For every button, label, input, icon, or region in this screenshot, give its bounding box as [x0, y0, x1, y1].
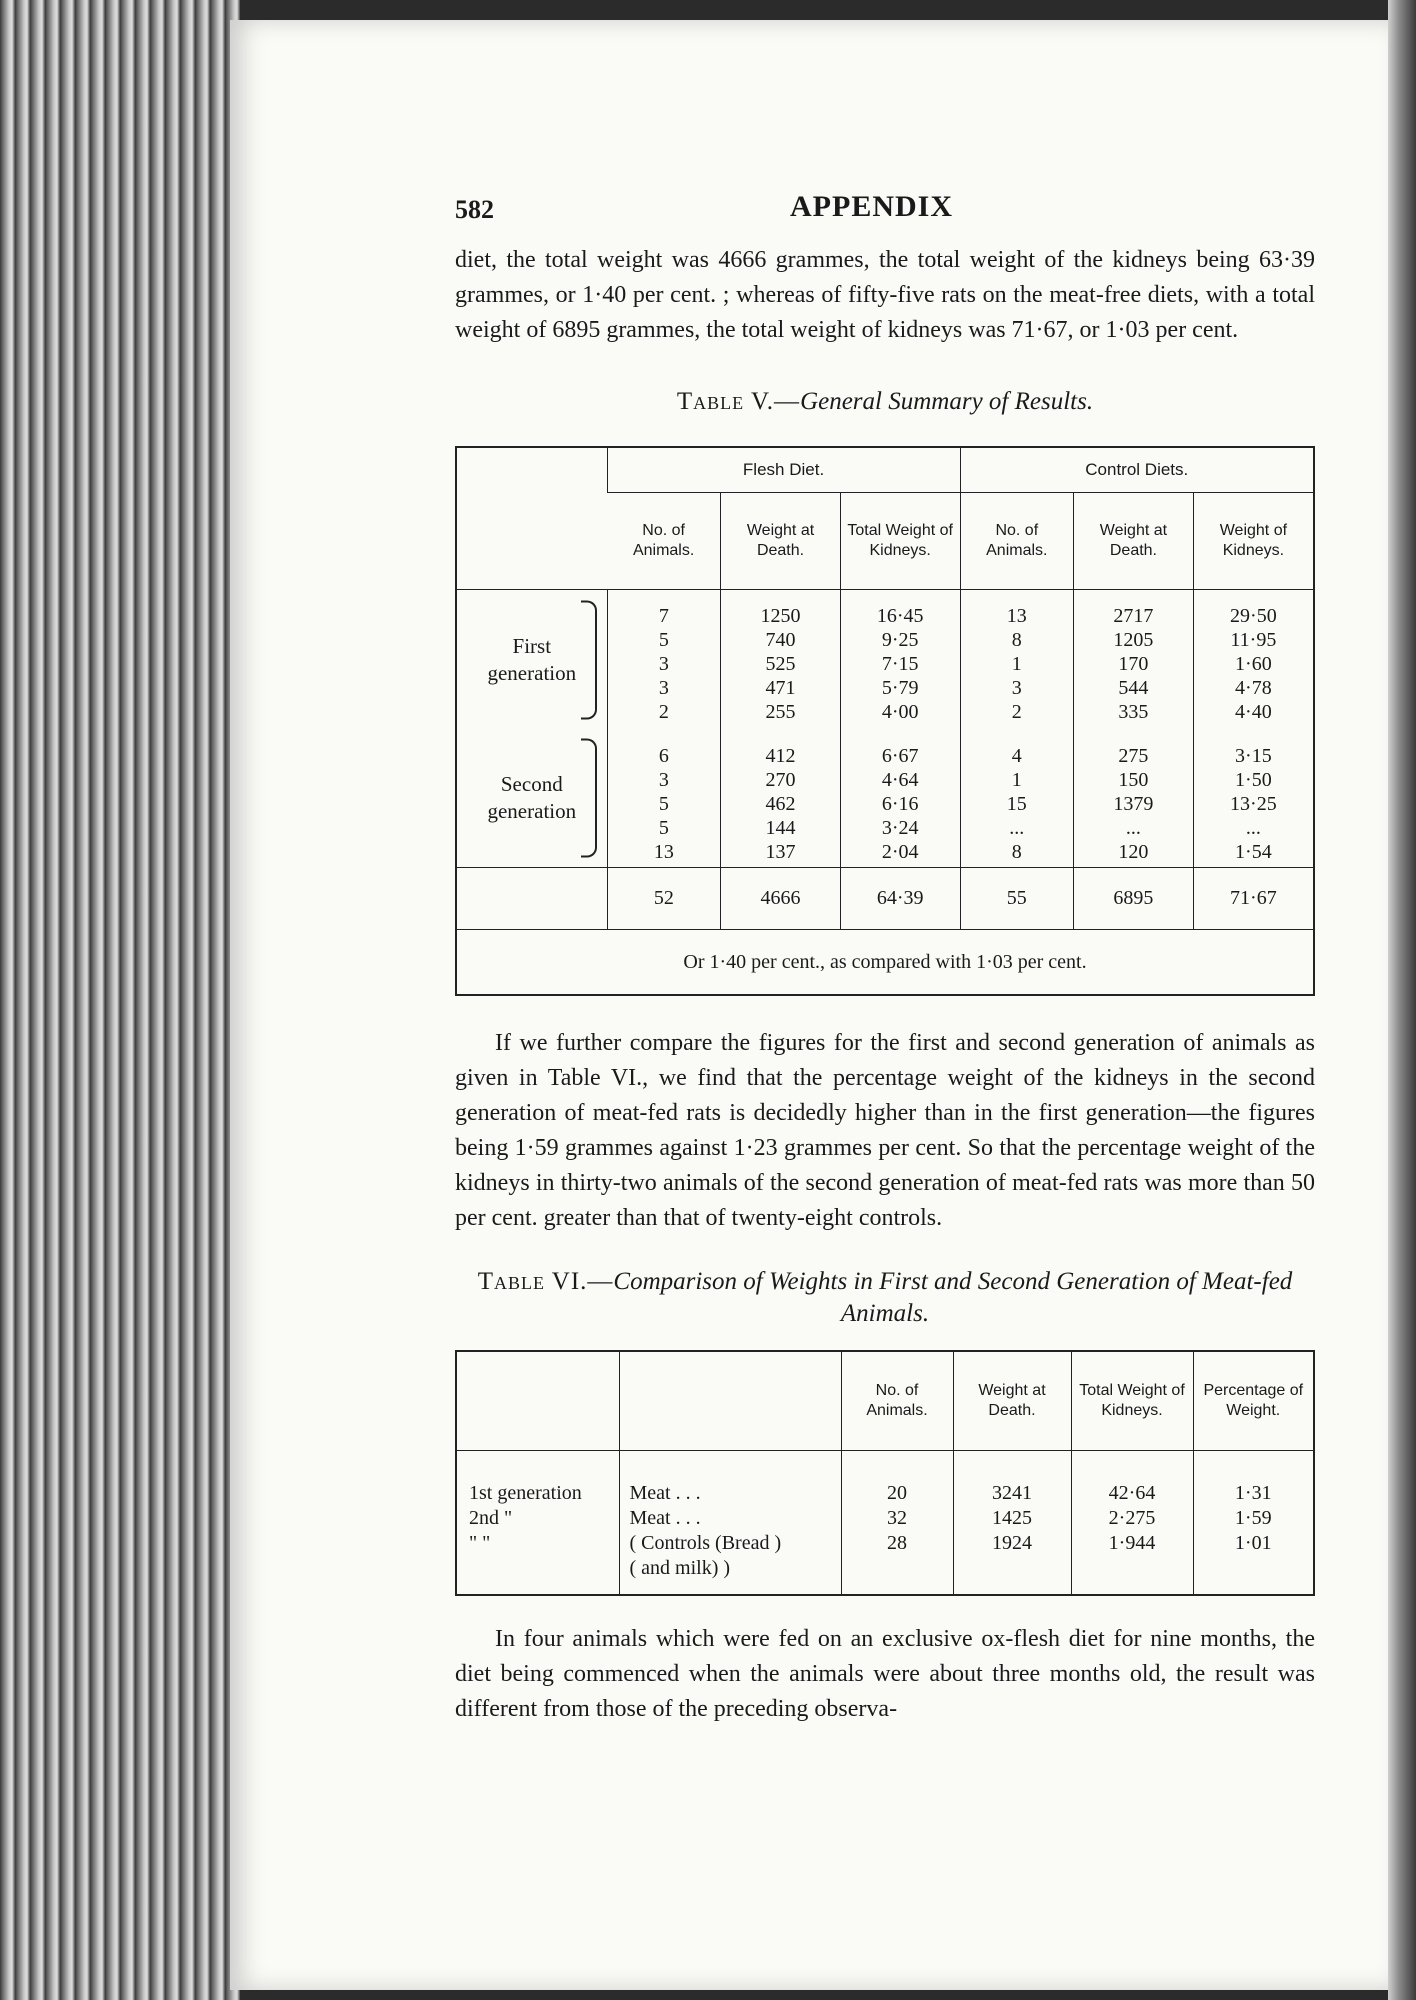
table5-total-cell: 6895 — [1074, 868, 1194, 930]
table5-first-flesh-weight: 1250 740 525 471 255 — [721, 590, 841, 730]
table6-caption-title: Comparison of Weights in First and Second Generation of Meat-fed Animals. — [613, 1268, 1293, 1327]
table5-totals-label — [457, 868, 607, 930]
table5-second-generation-label — [457, 730, 607, 868]
page-edge-right — [1388, 0, 1416, 2000]
table5-col-flesh-animals: No. of Animals. — [632, 522, 695, 559]
table6-col-kidneys: Total Weight of Kidneys. — [1071, 1352, 1193, 1451]
running-head — [455, 185, 1315, 235]
running-title: APPENDIX — [790, 190, 953, 223]
table5-second-control-animals: 4 1 15 ... 8 — [960, 730, 1074, 868]
table6-col-weight: Weight at Death. — [953, 1352, 1071, 1451]
table6 — [457, 1352, 1313, 1594]
table5-col-control-kidneys: Weight of Kidneys. — [1193, 493, 1313, 590]
paragraph-1: diet, the total weight was 4666 grammes, the total weight of the kidneys being 63·39 grammes, or 1·40 per cent. ; whereas of fifty-five rats on the meat-free diets, with a total weight of 6895 grammes, the total weight of kidneys was 71·67, or 1·03 per cent. — [455, 247, 1315, 343]
table5-caption — [455, 388, 1315, 416]
page-number: 582 — [455, 195, 494, 224]
first-generation-text: First generation — [487, 633, 577, 685]
table6-caption — [455, 1266, 1315, 1330]
table5-second-flesh-animals: 6 3 5 5 13 — [607, 730, 721, 868]
table6-diets: Meat . . . Meat . . . ( Controls (Bread ) ( and milk) ) — [619, 1451, 841, 1595]
table6-caption-lead: Table VI.— — [477, 1268, 614, 1295]
table6-frame — [455, 1350, 1315, 1596]
table5-first-flesh-kidneys: 16·45 9·25 7·15 5·79 4·00 — [840, 590, 960, 730]
table6-weight: 3241 1425 1924 — [953, 1451, 1071, 1595]
table5-first-generation-label — [457, 590, 607, 730]
brace-icon — [581, 600, 597, 719]
table5-total-cell: 64·39 — [840, 868, 960, 930]
brace-icon — [581, 739, 597, 858]
table5-flesh-diet-header: Flesh Diet. — [607, 448, 960, 493]
table6-kidneys: 42·64 2·275 1·944 — [1071, 1451, 1193, 1595]
table5-control-diets-header: Control Diets. — [960, 448, 1313, 493]
table5-first-flesh-animals: 7 5 3 3 2 — [607, 590, 721, 730]
table5-second-flesh-kidneys: 6·67 4·64 6·16 3·24 2·04 — [840, 730, 960, 868]
page-content — [455, 185, 1315, 1727]
table6-col-percentage: Percentage of Weight. — [1193, 1352, 1313, 1451]
table5-first-control-weight: 2717 1205 170 544 335 — [1074, 590, 1194, 730]
table5-total-cell: 52 — [607, 868, 721, 930]
table6-percentage: 1·31 1·59 1·01 — [1193, 1451, 1313, 1595]
table6-diet-header — [619, 1352, 841, 1451]
table6-generations: 1st generation 2nd " " " — [469, 1482, 582, 1554]
book-edge — [0, 0, 240, 2000]
table5-corner — [457, 448, 607, 590]
table6-corner — [457, 1352, 619, 1451]
table5-second-control-kidneys: 3·15 1·50 13·25 ... 1·54 — [1193, 730, 1313, 868]
table5-total-cell: 55 — [960, 868, 1074, 930]
table5-second-flesh-weight: 412 270 462 144 137 — [721, 730, 841, 868]
table5-totals-row — [457, 868, 1313, 930]
table5-col-flesh-kidneys: Total Weight of Kidneys. — [840, 493, 960, 590]
table5-summary: Or 1·40 per cent., as compared with 1·03 per cent. — [457, 930, 1313, 995]
paragraph-3: In four animals which were fed on an exclusive ox-flesh diet for nine months, the diet being commenced when the animals were about three months old, the result was different from those of the preceding observa- — [455, 1626, 1315, 1722]
table5-total-cell: 4666 — [721, 868, 841, 930]
table5-col-control-weight: Weight at Death. — [1074, 493, 1194, 590]
table5-total-cell: 71·67 — [1193, 868, 1313, 930]
table5-col-control-animals: No. of Animals. — [960, 493, 1074, 590]
second-generation-text: Second generation — [487, 772, 577, 824]
table6-col-animals: No. of Animals. — [841, 1352, 953, 1451]
table5-caption-lead: Table V.— — [676, 388, 801, 415]
table5-first-control-kidneys: 29·50 11·95 1·60 4·78 4·40 — [1193, 590, 1313, 730]
table5-second-control-weight: 275 150 1379 ... 120 — [1074, 730, 1194, 868]
table6-animals: 20 32 28 — [841, 1451, 953, 1595]
table5 — [457, 448, 1313, 994]
table5-first-control-animals: 13 8 1 3 2 — [960, 590, 1074, 730]
paragraph-2: If we further compare the figures for the first and second generation of animals as given in Table VI., we find that the percentage weight of the kidneys in the second generation of meat-fed rats is decidedly higher than in the first generation—the figures being 1·59 grammes against 1·23 grammes per cent. So that the percentage weight of the kidneys in thirty-two animals of the second generation of meat-fed rats was more than 50 per cent. greater than that of twenty-eight controls. — [455, 1030, 1315, 1231]
table5-caption-title: General Summary of Results. — [800, 388, 1094, 415]
table5-frame — [455, 446, 1315, 996]
table5-col-flesh-weight: Weight at Death. — [721, 493, 841, 590]
